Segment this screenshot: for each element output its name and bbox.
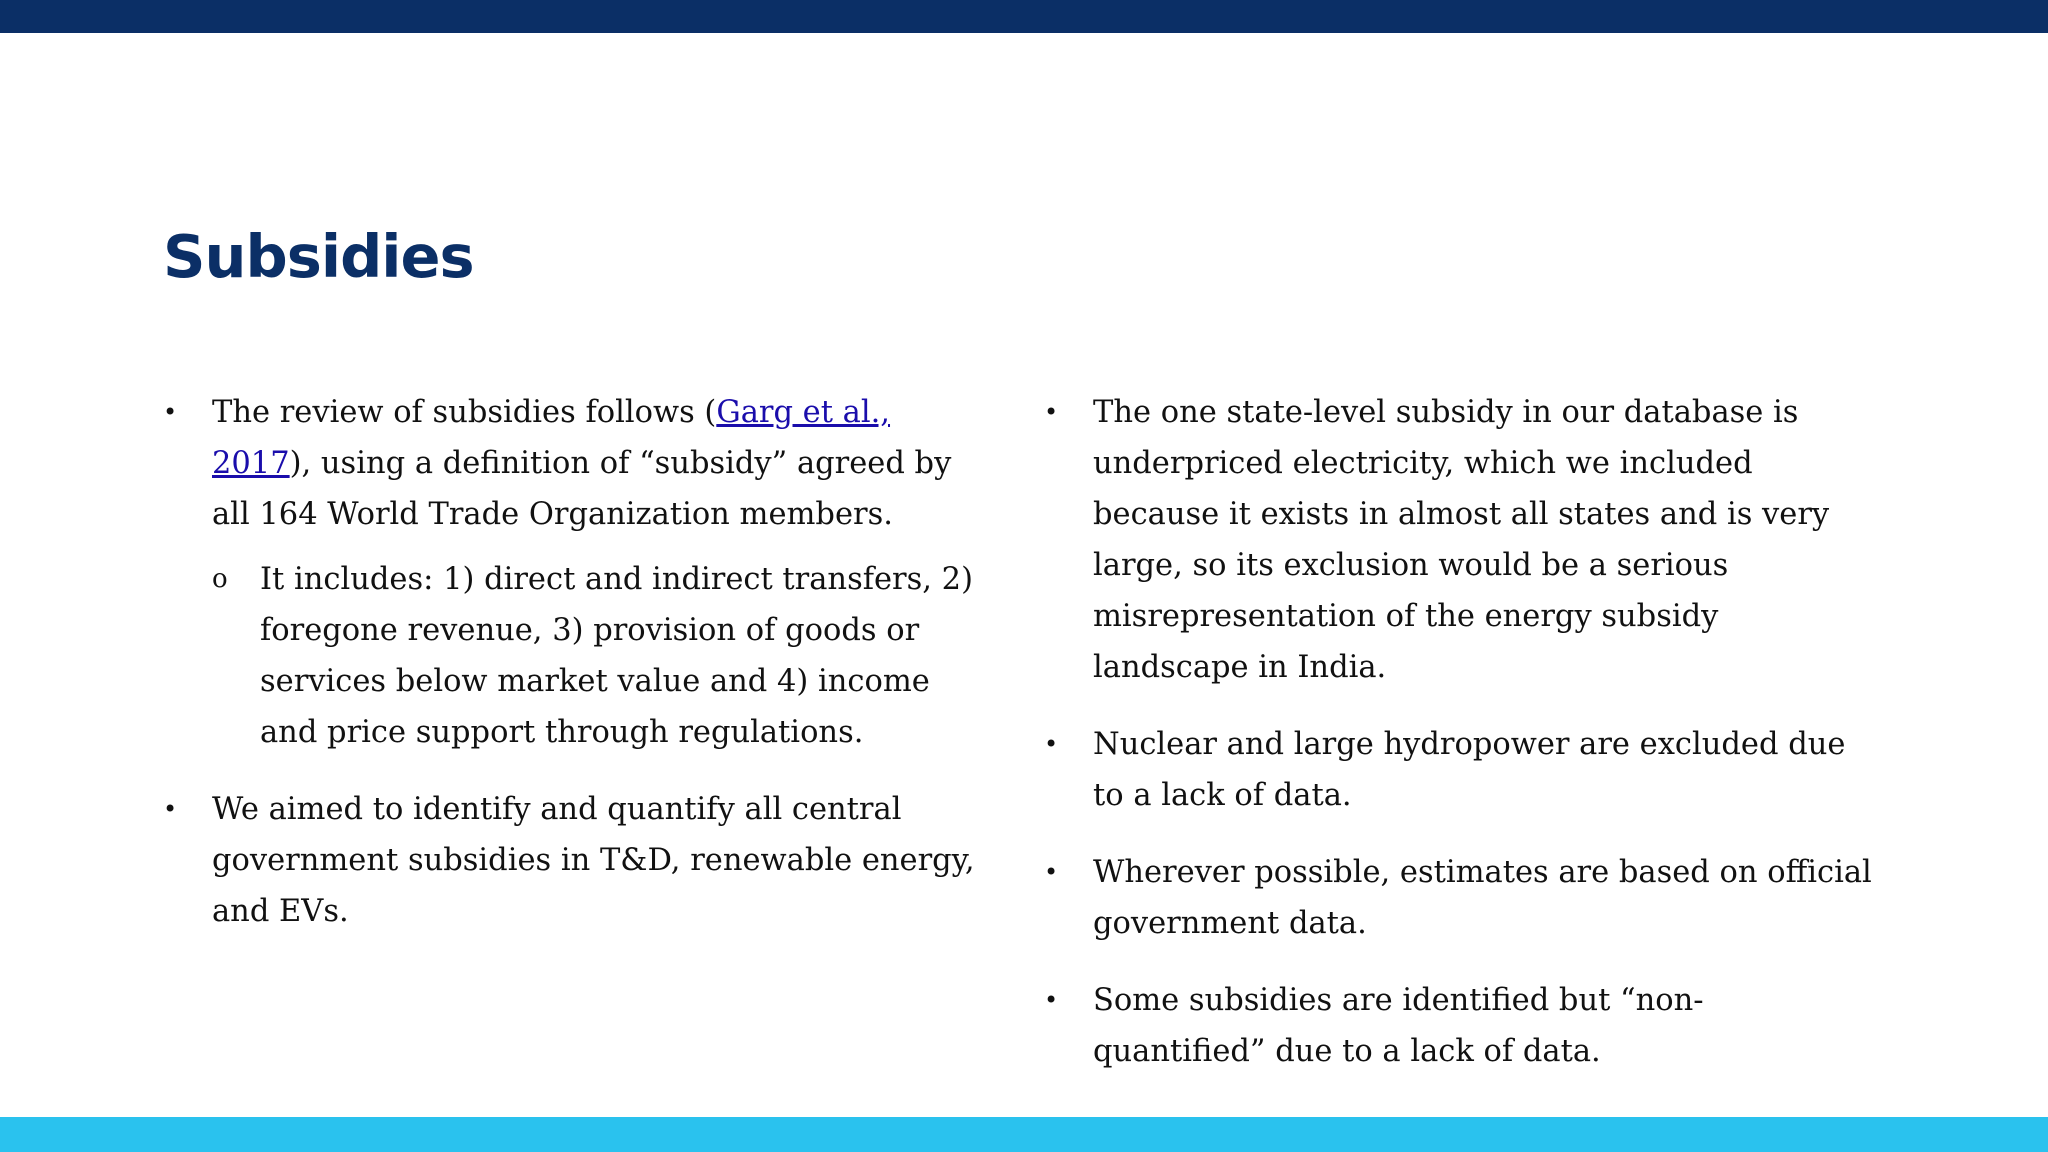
- bullet-marker: •: [1044, 986, 1059, 1014]
- bottom-accent-bar: [0, 1117, 2048, 1152]
- bullet-marker: •: [1044, 858, 1059, 886]
- sub-bullet-marker: o: [212, 564, 228, 594]
- bullet-item-definition: [163, 387, 993, 540]
- right-column: [1044, 387, 1874, 1103]
- bullet-marker: •: [163, 795, 178, 823]
- bullet-item-non-quantified: [1044, 975, 1874, 1077]
- top-accent-bar: [0, 0, 2048, 33]
- bullet-text-start: The review of subsidies follows (: [212, 395, 717, 430]
- bullet-item-aim: [163, 784, 993, 937]
- bullet-marker: •: [163, 398, 178, 426]
- bullet-text: The one state-level subsidy in our database is underpriced electricity, which we included because it exists in almost all states and is very large, so its exclusion would be a serious misrepresentation of the energy subsidy landscape in India.: [1093, 395, 1830, 685]
- bullet-item-state-subsidy: [1044, 387, 1874, 693]
- sub-bullet-text: It includes: 1) direct and indirect transfers, 2) foregone revenue, 3) provision of goods or services below market value and 4) income and price support through regulations.: [260, 562, 973, 750]
- citation-link[interactable]: Garg et al., 2017: [212, 395, 891, 481]
- sub-bullet-item-includes: [163, 554, 993, 758]
- bullet-text-end: ), using a definition of “subsidy” agreed by all 164 World Trade Organization members.: [212, 446, 952, 532]
- bullet-item-estimates: [1044, 847, 1874, 949]
- bullet-text: We aimed to identify and quantify all central government subsidies in T&D, renewable energy, and EVs.: [212, 792, 975, 929]
- bullet-marker: •: [1044, 730, 1059, 758]
- left-column: [163, 387, 993, 963]
- bullet-text: Wherever possible, estimates are based on official government data.: [1093, 855, 1872, 941]
- bullet-marker: •: [1044, 398, 1059, 426]
- bullet-text: Some subsidies are identified but “non-quantified” due to a lack of data.: [1093, 983, 1704, 1069]
- bullet-text: Nuclear and large hydropower are excluded due to a lack of data.: [1093, 727, 1846, 813]
- bullet-item-exclusions: [1044, 719, 1874, 821]
- slide-title: Subsidies: [163, 222, 474, 291]
